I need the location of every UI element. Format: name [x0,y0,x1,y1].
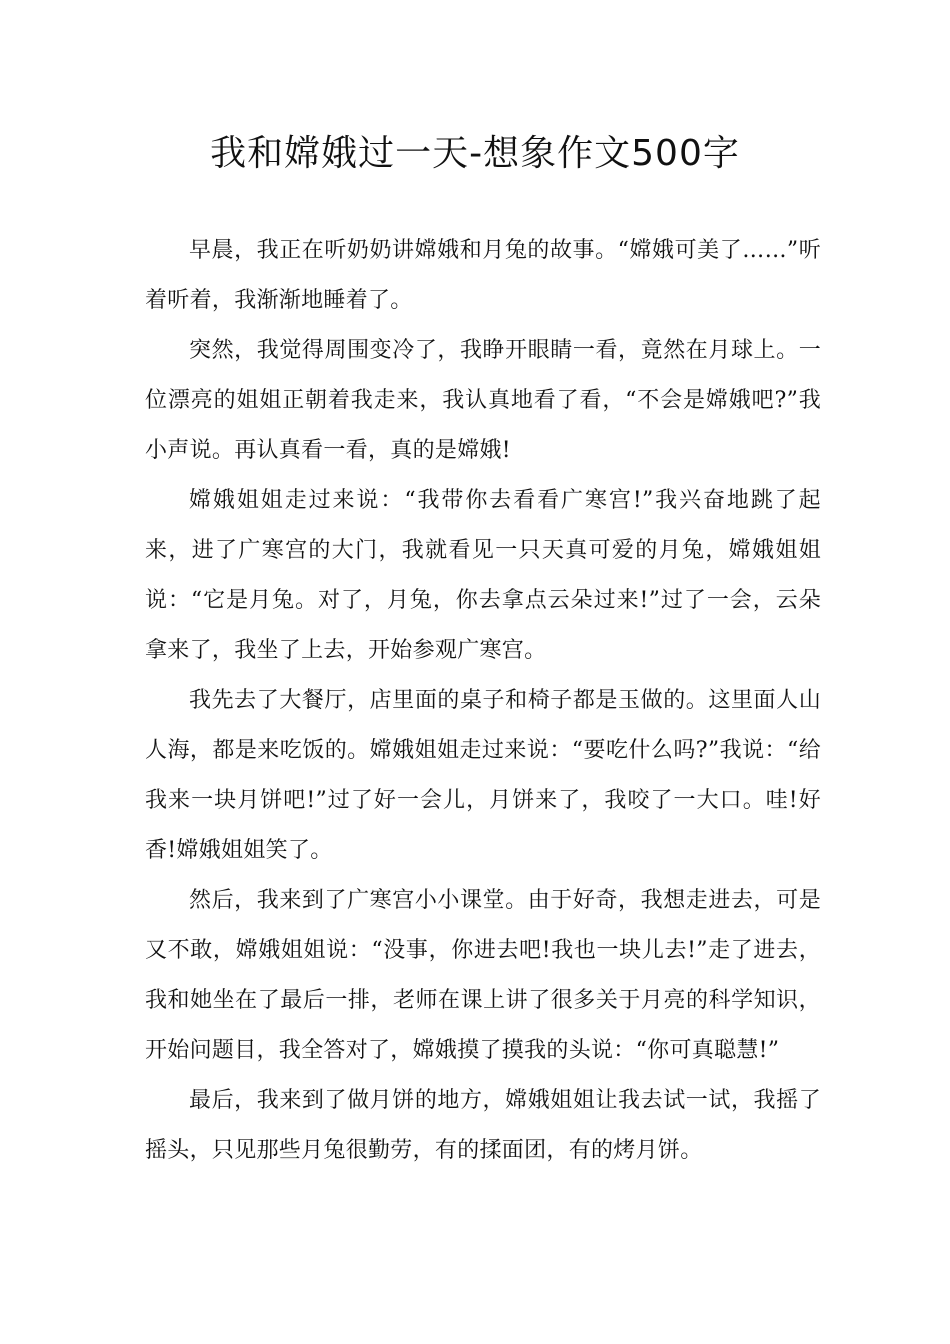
paragraph-6: 最后，我来到了做月饼的地方，嫦娥姐姐让我去试一试，我摇了摇头，只见那些月兔很勤劳，有的揉面团，有的烤月饼。 [145,1088,821,1163]
paragraph-5: 然后，我来到了广寒宫小小课堂。由于好奇，我想走进去，可是又不敢，嫦娥姐姐说：“没事，你进去吧!我也一块儿去!”走了进去，我和她坐在了最后一排，老师在课上讲了很多关于月亮的科学知识，开始问题目，我全答对了，嫦娥摸了摸我的头说：“你可真聪慧!” [145,888,821,1063]
document-body [145,226,821,1176]
paragraph-2: 突然，我觉得周围变冷了，我睁开眼睛一看，竟然在月球上。一位漂亮的姐姐正朝着我走来，我认真地看了看，“不会是嫦娥吧?”我小声说。再认真看一看，真的是嫦娥! [145,338,821,463]
paragraph-1: 早晨，我正在听奶奶讲嫦娥和月兔的故事。“嫦娥可美了……”听着听着，我渐渐地睡着了。 [145,238,821,313]
paragraph-4: 我先去了大餐厅，店里面的桌子和椅子都是玉做的。这里面人山人海，都是来吃饭的。嫦娥姐姐走过来说：“要吃什么吗?”我说：“给我来一块月饼吧!”过了好一会儿，月饼来了，我咬了一大口。哇!好香!嫦娥姐姐笑了。 [145,688,821,863]
paragraph-3: 嫦娥姐姐走过来说：“我带你去看看广寒宫!”我兴奋地跳了起来，进了广寒宫的大门，我就看见一只天真可爱的月兔，嫦娥姐姐说：“它是月兔。对了，月兔，你去拿点云朵过来!”过了一会，云朵拿来了，我坐了上去，开始参观广寒宫。 [145,488,821,663]
document-title: 我和嫦娥过一天-想象作文500字 [210,133,740,174]
